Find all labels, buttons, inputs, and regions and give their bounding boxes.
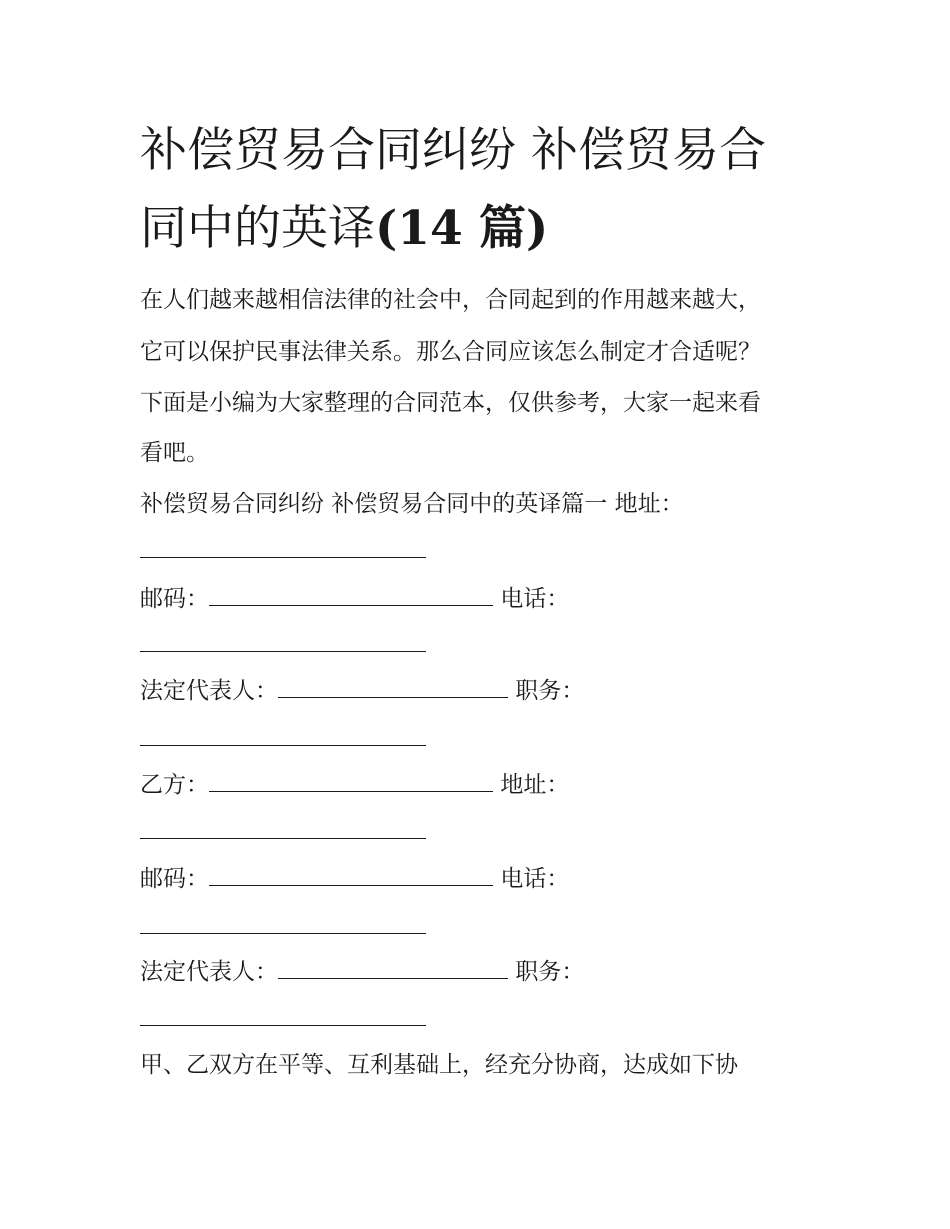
position-blank[interactable] [140, 725, 426, 746]
intro-line-4: 看吧。 [140, 440, 209, 466]
address-blank-b[interactable] [140, 818, 426, 839]
title-line-2 [140, 190, 830, 268]
address-blank[interactable] [140, 537, 426, 558]
position-blank-row-b [140, 1004, 426, 1034]
legal-rep-blank-b[interactable] [278, 958, 508, 979]
party-b-blank[interactable] [209, 771, 493, 792]
intro-line-2: 它可以保护民事法律关系。那么合同应该怎么制定才合适呢？ [140, 339, 761, 365]
party-b-row [140, 770, 569, 800]
document-title [140, 112, 830, 268]
postcode-label-b: 邮码： [140, 866, 209, 892]
address-label: 地址： [500, 772, 570, 798]
intro-line-1: 在人们越来越相信法律的社会中，合同起到的作用越来越大， [140, 287, 761, 313]
title-count: (14 篇) [375, 201, 549, 256]
position-label: 职务： [515, 678, 585, 704]
party-b-label: 乙方： [140, 772, 209, 798]
phone-blank-b[interactable] [140, 913, 426, 934]
position-blank-row-a [140, 724, 426, 754]
legal-rep-label: 法定代表人： [140, 678, 278, 704]
phone-blank[interactable] [140, 631, 426, 652]
position-blank-b[interactable] [140, 1005, 426, 1026]
intro-line-3: 下面是小编为大家整理的合同范本，仅供参考，大家一起来看 [140, 390, 761, 416]
postcode-row-a [140, 584, 569, 614]
phone-label: 电话： [500, 586, 570, 612]
postcode-blank[interactable] [209, 585, 493, 606]
title-line-2-text: 同中的英译 [140, 201, 375, 256]
postcode-label: 邮码： [140, 586, 209, 612]
address-blank-row [140, 536, 426, 566]
postcode-blank-b[interactable] [209, 865, 493, 886]
legal-rep-row-a [140, 676, 584, 706]
closing-line: 甲、乙双方在平等、互利基础上，经充分协商，达成如下协 [140, 1052, 738, 1078]
postcode-row-b [140, 864, 569, 894]
legal-rep-row-b [140, 957, 584, 987]
phone-blank-row-b [140, 912, 426, 942]
legal-rep-blank[interactable] [278, 677, 508, 698]
title-line-1: 补偿贸易合同纠纷 补偿贸易合 [140, 123, 766, 178]
position-label-b: 职务： [515, 959, 585, 985]
legal-rep-label-b: 法定代表人： [140, 959, 278, 985]
phone-blank-row-a [140, 630, 426, 660]
phone-label-b: 电话： [500, 866, 570, 892]
address-blank-row-b [140, 817, 426, 847]
section-heading: 补偿贸易合同纠纷 补偿贸易合同中的英译篇一 地址： [140, 491, 684, 517]
